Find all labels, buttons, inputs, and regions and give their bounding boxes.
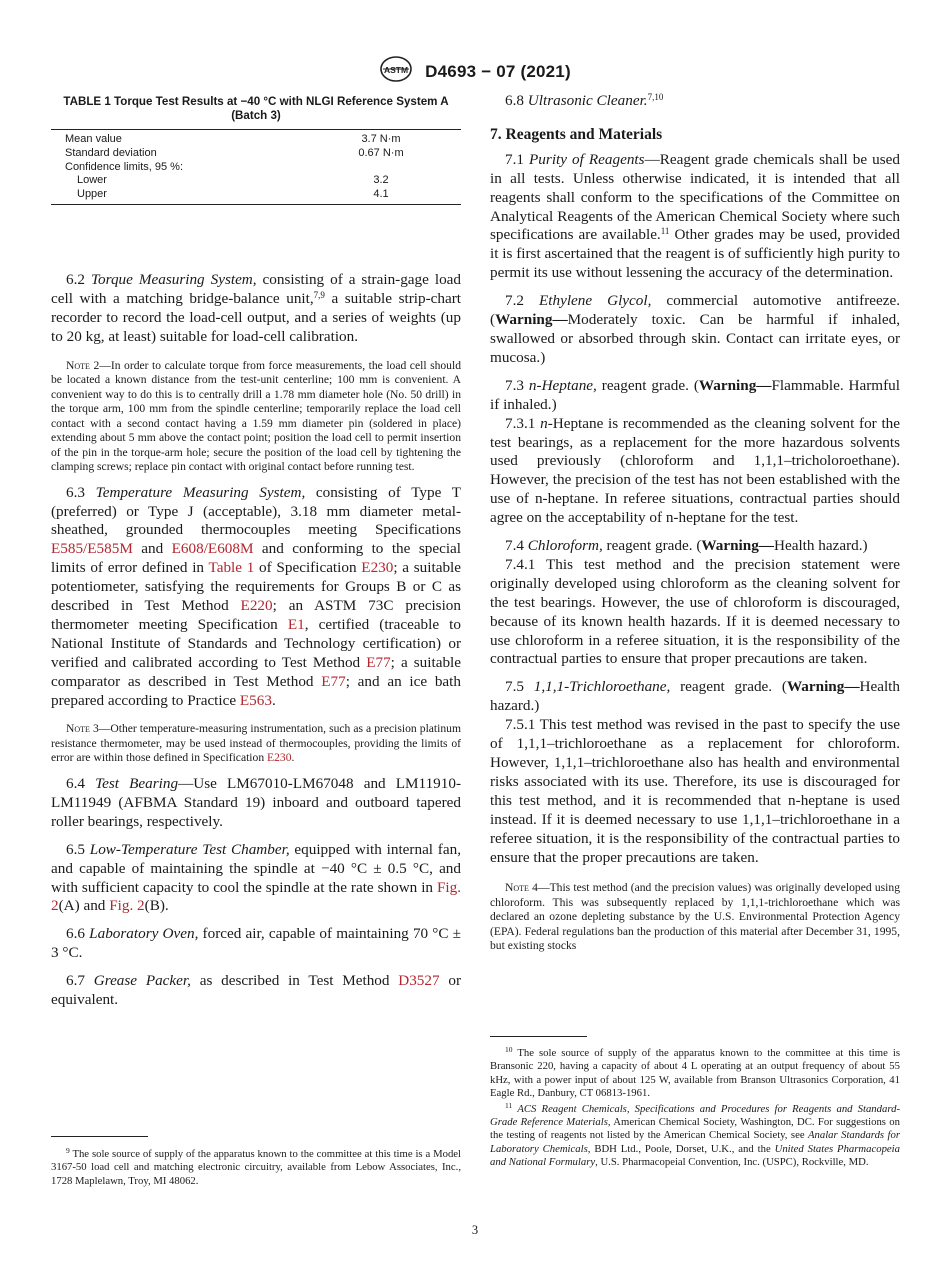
right-column [490,92,900,954]
reference-link[interactable]: D3527 [398,972,440,990]
table-row [51,188,461,204]
paragraph-7-3: 7.3 n-Heptane, reagent grade. (Warning—Flammable. Harmful if inhaled.) [490,376,900,413]
reference-link[interactable]: E220 [240,597,273,615]
reference-link[interactable]: E230 [267,751,292,765]
paragraph-7-4: 7.4 Chloroform, reagent grade. (Warning—Health hazard.) [505,537,868,555]
table-row [51,161,461,175]
table-cell-value: 4.1 [301,188,461,204]
paragraph-7-4-1: 7.4.1 This test method and the precision statement were originally developed using chloroform as the cleaning solvent for the test bearings. However, the use of chloroform is discouraged, because of its known health hazards. If it is deemed necessary to use chloroform in a referee situation, it is the responsibility of the contractual parties to ensure that proper precautions are taken. [490,555,900,668]
left-column [51,92,461,1010]
table-row [51,130,461,147]
reference-link[interactable]: E77 [366,653,391,671]
footnote-divider [490,1036,587,1037]
paragraph-6-8: 6.8 Ultrasonic Cleaner.$^{7,10}$ [505,92,664,109]
paragraph-6-5: 6.5 Low-Temperature Test Chamber, equipped with internal fan, and capable of maintaining the spindle at −40 °C ± 0.5 °C, and with sufficient capacity to cool the spindle at the rate shown in Fig. 2(A) and Fig. 2(B). [51,840,461,915]
paragraph-7-5-1: 7.5.1 This test method was revised in the past to specify the use of 1,1,1–trichloroethane as a replacement for chloroform. However, 1,1,1–trichloroethane also has health and environmental risks associated with its use. Therefore, its use is discouraged for this test method, and it is recommended that n-heptane is used instead. If it is deemed necessary to use 1,1,1–trichloroethane in a referee situation, it is the responsibility of the contractual parties to ensure that the proper precautions are taken. [490,716,900,866]
svg-text:ASTM: ASTM [384,65,409,75]
table-cell-label: Lower [77,174,107,187]
table-cell-label: Mean value [51,130,301,147]
paragraph-7-5: 7.5 1,1,1-Trichloroethane, reagent grade. (Warning—Health hazard.) [490,678,900,715]
page-number: 3 [471,1223,479,1237]
table-row [51,174,461,188]
paragraph-6-3: 6.3 Temperature Measuring System, consisting of Type T (preferred) or Type J (acceptable), 3.18 mm diameter metal-sheathed, grounded thermocouples meeting Specifications E585/E585M and E608/E608M and conforming to the special limits of error defined in Table 1 of Specification E230; a suitable potentiometer, satisfying the requirements for Groups B or C as described in Test Method E220; an ASTM 73C precision thermometer meeting Specification E1, certified (traceable to National Institute of Standards and Technology certification) or verified and calibrated according to Test Method E77; a suitable comparator as described in Test Method E77; and an ice bath prepared according to Practice E563. [51,483,462,709]
table-cell-value: 3.2 [373,174,389,187]
footnote-divider [51,1136,148,1137]
reference-link[interactable]: E585/E585M [51,540,133,558]
paragraph-6-6: 6.6 Laboratory Oven, forced air, capable of maintaining 70 °C ± 3 °C. [51,925,462,962]
torque-table [51,129,461,205]
footnote-10: $^{10}$ The sole source of supply of the apparatus known to the committee at this time is Bransonic 220, having a capacity of about 4 L operating at an output frequency of about 55 kHz, with a power input of about 125 W, available from Branson Ultrasonics Corporation, 41 Eagle Rd., Danbury, CT 06813-1961. [490,1045,900,1100]
reference-link[interactable]: E608/E608M [171,540,254,558]
table-row [51,147,461,161]
reference-link[interactable]: E77 [321,672,346,690]
note-3: Note 3—Other temperature-measuring instrumentation, such as a precision platinum resistance thermometer, may be used instead of thermocouples, providing the limits of error are within those defined in Specification E230. [51,722,461,765]
left-footnotes [51,1136,461,1188]
paragraph-7-1: 7.1 Purity of Reagents—Reagent grade chemicals shall be used in all tests. Unless otherwise indicated, it is intended that all reagents shall conform to the specifications of the Committee on Analytical Reagents of the American Chemical Society where such specifications are available.$^{11}$ Other grades may be used, provided it is first ascertained that the reagent is of sufficiently high purity to permit its use without lessening the accuracy of the determination. [490,150,901,282]
reference-link[interactable]: E1 [287,615,305,633]
note-2: Note 2—In order to calculate torque from force measurements, the load cell should be located a known distance from the test-unit centerline; 100 mm is convenient. A convenient way to do this is to centrally drill a 1.78 mm diameter hole (No. 50 drill) in the torque arm, 100 mm from the spindle centerline; temporarily replace the load cell contact with a second contact having a 1.59 mm diameter pin (soldered in place) extending about 5 mm above the contact point; position the load cell to permit insertion of the pin in the torque-arm hole; secure the position of the load cell by tightening the clamping screws; replace pin contact with original contact before running test. [51,358,461,474]
reference-link[interactable]: E230 [361,559,394,577]
astm-logo-icon [379,56,413,87]
paragraph-7-2: 7.2 Ethylene Glycol, commercial automotive antifreeze. (Warning—Moderately toxic. Can be harmful if inhaled, swallowed or absorbed through skin. Contact can irritate eyes, or mucosa.) [490,292,901,366]
paragraph-7-3-1: 7.3.1 n-Heptane is recommended as the cleaning solvent for the test bearings, as a replacement for the more hazardous solvents used previously (chloroform and 1,1,1–tricholoroethane). However, the precision of the test has not been established with the use of n-heptane. In referee situations, contractual parties should agree on the acceptability of n-heptane for the test. [490,414,901,527]
table-1-title: TABLE 1 Torque Test Results at −40 °C with NLGI Reference System A (Batch 3) [63,95,449,122]
table-cell-label: Standard deviation [65,146,157,159]
table-cell-label: Confidence limits, 95 %: [65,160,183,173]
reference-link[interactable]: Table 1 [208,559,255,577]
right-footnotes [490,1036,900,1170]
footnote-9: $^9$ The sole source of supply of the apparatus known to the committee at this time is a Model 3167-50 load cell and matching electronic circuitry, available from Lebow Associates, Inc., 1728 Maplelawn, Troy, MI 48062. [51,1146,461,1187]
figure-link[interactable]: Fig. 2 [51,878,461,915]
paragraph-6-7: 6.7 Grease Packer, as described in Test Method D3527 or equivalent. [51,972,462,1009]
table-cell-value: 0.67 N·m [358,146,404,159]
table-cell-value: 3.7 N·m [301,130,461,147]
reference-link[interactable]: E563 [239,691,272,709]
footnote-11: $^{11}$ ACS Reagent Chemicals, Specifications and Procedures for Reagents and Standard-Grade Reference Materials, American Chemical Society, Washington, DC. For suggestions on the testing of reagents not listed by the American Chemical Society, see Analar Standards for Laboratory Chemicals, BDH Ltd., Poole, Dorset, U.K., and the United States Pharmacopeia and National Formulary, U.S. Pharmacopeial Convention, Inc. (USPC), Rockville, MD. [490,1100,900,1169]
document-designation: D4693 − 07 (2021) [425,61,571,81]
paragraph-6-4: 6.4 Test Bearing—Use LM67010-LM67048 and LM11910-LM11949 (AFBMA Standard 19) inboard and outboard tapered roller bearings, respectively. [51,774,461,830]
section-7-heading: 7. Reagents and Materials [490,125,663,143]
table-cell-value [301,161,461,175]
figure-link[interactable]: Fig. 2 [109,897,145,915]
table-cell-label: Upper [51,188,301,204]
page-header [0,56,950,87]
paragraph-6-2: 6.2 Torque Measuring System, consisting of a strain-gage load cell with a matching bridge-balance unit,$^{7,9}$ a suitable strip-chart recorder to record the load-cell output, and a series of weights (up to 20 kg, at least) suitable for load-cell calibration. [51,270,461,345]
note-4: Note 4—This test method (and the precision values) was originally developed using chloroform. This was subsequently replaced by 1,1,1-trichloroethane which was declared an ozone depleting substance by the U.S. Environmental Protection Agency (EPA). Federal regulations ban the production of this material after December 31, 1995, but existing stocks [490,881,900,953]
